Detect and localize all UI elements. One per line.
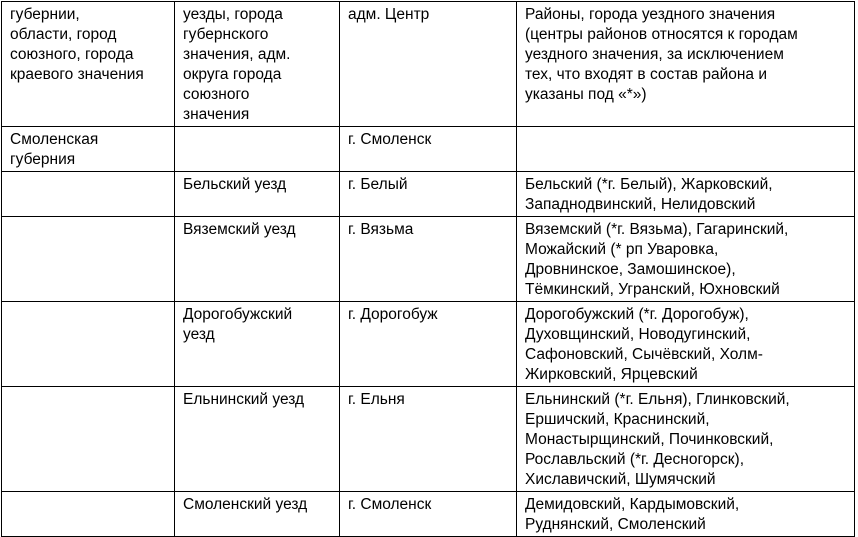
uezd-cell <box>175 387 340 492</box>
uezd-text: Смоленский уезд <box>183 496 308 513</box>
table-row <box>2 172 855 217</box>
uezd-cell <box>175 217 340 302</box>
header-region-label: губернии, области, город союзного, города краевого значения <box>10 6 144 83</box>
region-cell <box>2 172 175 217</box>
districts-text: Демидовский, Кардымовский, Руднянский, Смоленский <box>525 496 740 533</box>
header-cell-uezd <box>175 2 340 127</box>
districts-cell <box>517 492 855 537</box>
districts-text: Бельский (*г. Белый), Жарковский, Западнодвинский, Нелидовский <box>525 176 773 213</box>
admin-division-table <box>1 1 855 537</box>
uezd-cell <box>175 492 340 537</box>
center-text: г. Вязьма <box>348 221 414 238</box>
region-cell <box>2 387 175 492</box>
uezd-text: Бельский уезд <box>183 176 287 193</box>
districts-cell <box>517 127 855 172</box>
districts-cell <box>517 217 855 302</box>
region-cell <box>2 492 175 537</box>
uezd-text: Ельнинский уезд <box>183 391 305 408</box>
table-row <box>2 302 855 387</box>
uezd-cell <box>175 172 340 217</box>
header-uezd-label: уезды, города губернского значения, адм. округа города союзного значения <box>183 6 291 123</box>
center-text: г. Белый <box>348 176 408 193</box>
districts-cell <box>517 387 855 492</box>
header-cell-region <box>2 2 175 127</box>
region-text: Смоленская губерния <box>10 131 99 168</box>
region-cell <box>2 217 175 302</box>
region-cell <box>2 127 175 172</box>
center-text: г. Смоленск <box>348 131 432 148</box>
center-text: г. Смоленск <box>348 496 432 513</box>
center-cell <box>340 302 517 387</box>
center-cell <box>340 172 517 217</box>
districts-text: Ельнинский (*г. Ельня), Глинковский, Ершичский, Краснинский, Монастырщинский, Починковский, Рославльский (*г. Десногорск), Хиславичский, Шумячский <box>525 391 790 488</box>
center-text: г. Дорогобуж <box>348 306 438 323</box>
table-row <box>2 387 855 492</box>
center-cell <box>340 387 517 492</box>
header-center-label: адм. Центр <box>348 6 430 23</box>
districts-text: Дорогобужский (*г. Дорогобуж), Духовщинский, Новодугинский, Сафоновский, Сычёвский, Холм- Жирковский, Ярцевский <box>525 306 763 383</box>
uezd-text: Дорогобужский уезд <box>183 306 293 343</box>
table-row <box>2 127 855 172</box>
uezd-cell <box>175 302 340 387</box>
districts-text: Вяземский (*г. Вязьма), Гагаринский, Можайский (* рп Уваровка, Дровнинское, Замошинское), Тёмкинский, Угранский, Юхновский <box>525 221 789 298</box>
header-cell-center <box>340 2 517 127</box>
uezd-cell <box>175 127 340 172</box>
center-cell <box>340 217 517 302</box>
header-cell-districts <box>517 2 855 127</box>
center-text: г. Ельня <box>348 391 405 408</box>
table-header-row <box>2 2 855 127</box>
center-cell <box>340 127 517 172</box>
table-row <box>2 217 855 302</box>
center-cell <box>340 492 517 537</box>
region-cell <box>2 302 175 387</box>
districts-cell <box>517 302 855 387</box>
table-row <box>2 492 855 537</box>
uezd-text: Вяземский уезд <box>183 221 296 238</box>
districts-cell <box>517 172 855 217</box>
header-districts-label: Районы, города уездного значения (центры районов относятся к городам уездного значения, за исключением тех, что входят в состав района и указаны под «*») <box>525 6 798 103</box>
